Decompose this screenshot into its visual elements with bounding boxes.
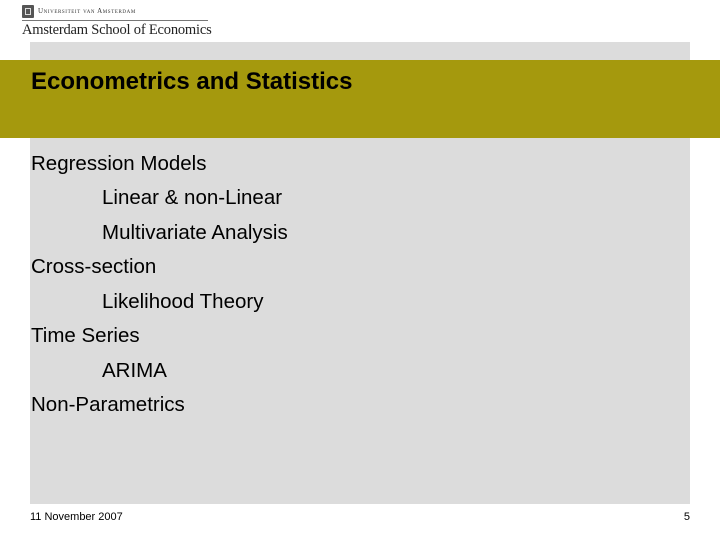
bullet-item: Time Series xyxy=(31,324,140,347)
logo-school-name: Amsterdam School of Economics xyxy=(22,22,212,38)
sub-bullet-item: Linear & non-Linear xyxy=(102,186,283,209)
footer-date: 11 November 2007 xyxy=(30,511,123,523)
university-logo xyxy=(22,4,212,38)
sub-bullet-item: ARIMA xyxy=(102,359,167,382)
bullet-item: Regression Models xyxy=(31,152,207,175)
bullet-item: Non-Parametrics xyxy=(31,393,185,416)
sub-bullet-item: Multivariate Analysis xyxy=(102,221,288,244)
university-seal-icon xyxy=(22,5,34,18)
sub-bullet-item: Likelihood Theory xyxy=(102,290,264,313)
bullet-item: Cross-section xyxy=(31,255,157,278)
slide-title: Econometrics and Statistics xyxy=(31,68,353,95)
page-number: 5 xyxy=(683,511,690,523)
logo-university-name: Universiteit van Amsterdam xyxy=(38,7,136,15)
logo-divider xyxy=(22,20,208,21)
